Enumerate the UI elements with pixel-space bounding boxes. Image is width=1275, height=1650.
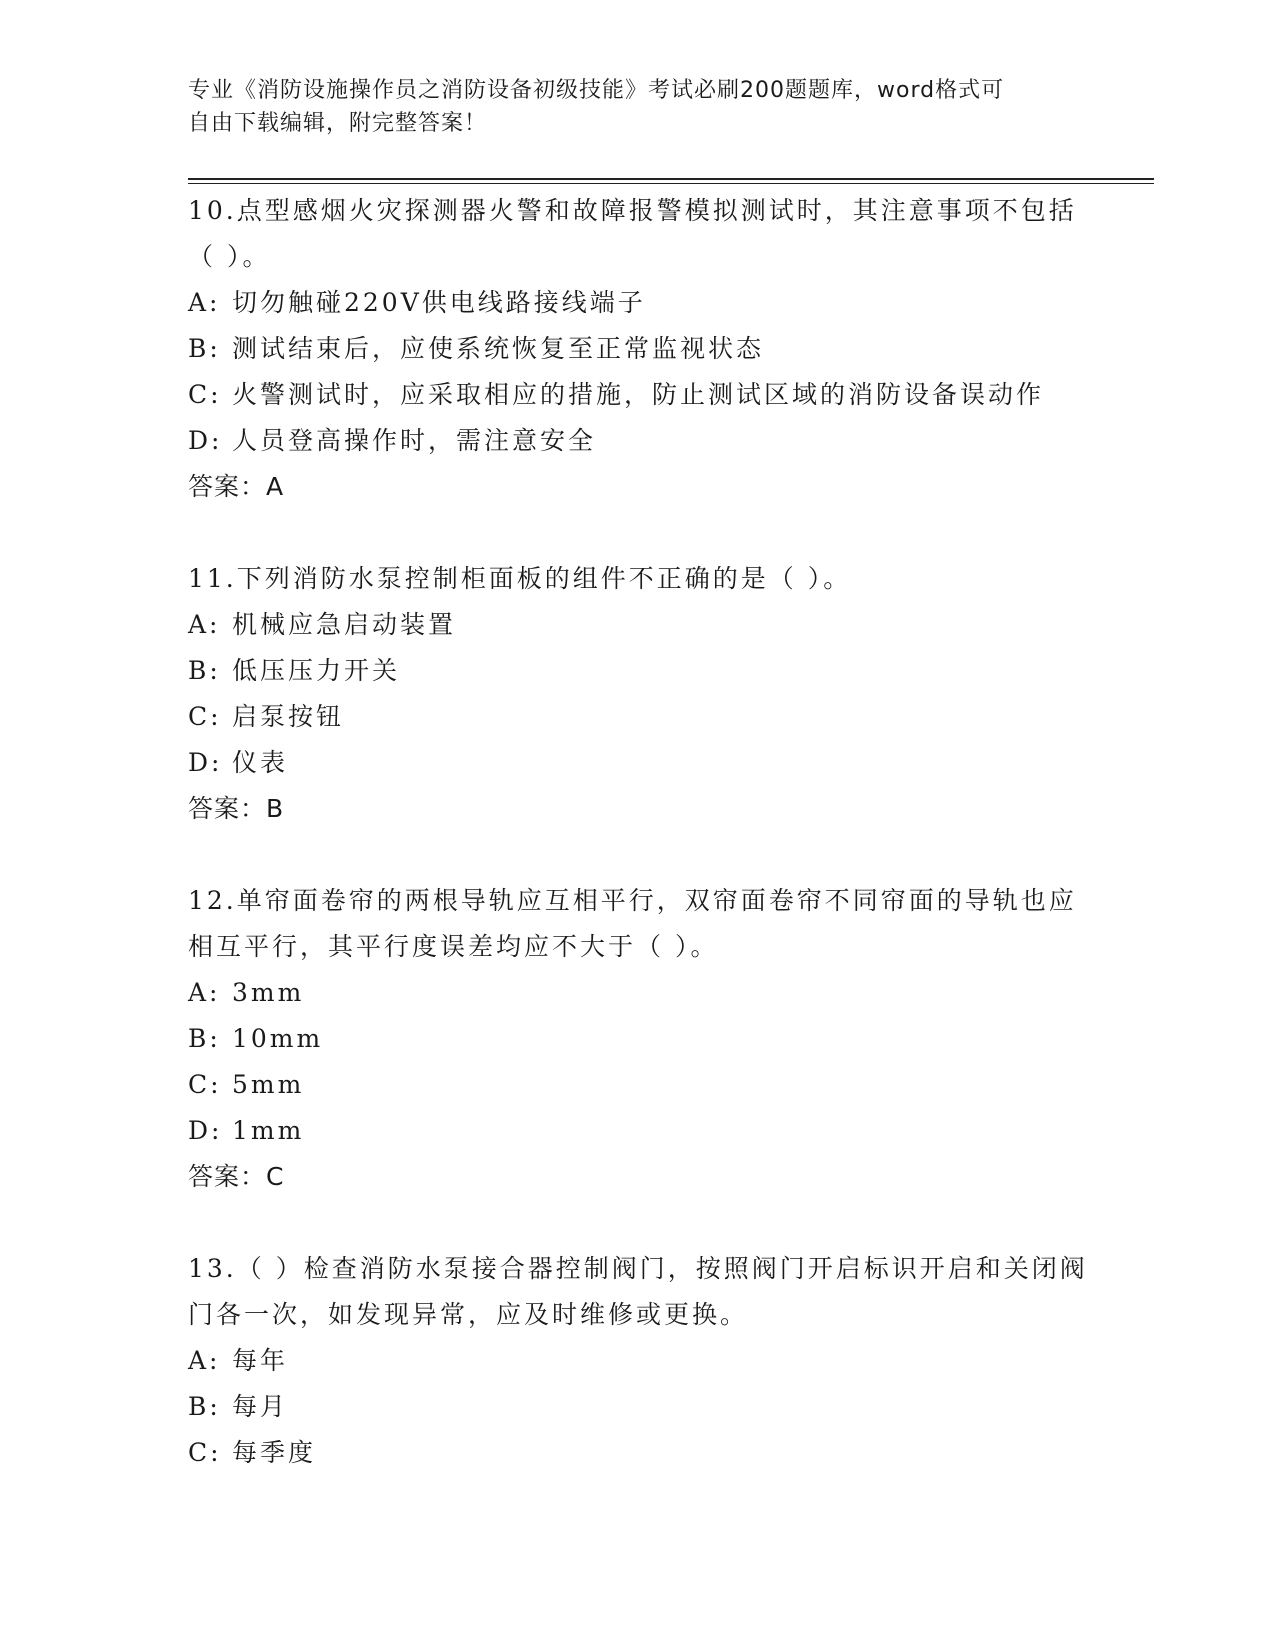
answer-option: [188, 694, 1088, 740]
option-text: 每年: [232, 1346, 289, 1375]
question-item: [188, 1246, 1088, 1476]
header-line-1: 专业《消防设施操作员之消防设备初级技能》考试必刷200题题库，word格式可: [188, 78, 1005, 103]
option-letter: C:: [188, 380, 222, 409]
answer-option: [188, 648, 1088, 694]
option-text: 10mm: [232, 1024, 324, 1053]
option-letter: A:: [188, 610, 221, 639]
option-text: 低压压力开关: [232, 656, 401, 685]
option-text: 5mm: [232, 1070, 305, 1099]
option-letter: B:: [188, 1392, 221, 1421]
question-stem: 10.点型感烟火灾探测器火警和故障报警模拟测试时，其注意事项不包括（ ）。: [188, 196, 1077, 271]
option-text: 每季度: [232, 1438, 317, 1467]
option-text: 人员登高操作时，需注意安全: [232, 426, 597, 455]
answer-option: [188, 280, 1088, 326]
answer-option: [188, 1108, 1088, 1154]
option-letter: A:: [188, 288, 221, 317]
option-text: 仪表: [232, 748, 289, 777]
option-text: 火警测试时，应采取相应的措施，防止测试区域的消防设备误动作: [232, 380, 1045, 409]
answer-option: [188, 372, 1088, 418]
option-letter: C:: [188, 1438, 222, 1467]
option-letter: D:: [188, 426, 223, 455]
question-item: [188, 878, 1088, 1200]
option-letter: C:: [188, 1070, 222, 1099]
answer-option: [188, 1016, 1088, 1062]
question-stem: 11.下列消防水泵控制柜面板的组件不正确的是（ ）。: [188, 564, 852, 593]
option-text: 机械应急启动装置: [232, 610, 457, 639]
answer-option: [188, 1062, 1088, 1108]
option-text: 测试结束后，应使系统恢复至正常监视状态: [232, 334, 765, 363]
option-letter: D:: [188, 748, 223, 777]
document-header: [188, 74, 1068, 140]
answer-option: [188, 602, 1088, 648]
option-text: 每月: [232, 1392, 289, 1421]
header-divider-thick: [188, 178, 1154, 180]
answer-option: [188, 1384, 1088, 1430]
question-item: [188, 556, 1088, 832]
option-letter: B:: [188, 656, 221, 685]
answer-key: 答案：B: [188, 794, 285, 823]
option-letter: B:: [188, 334, 221, 363]
answer-key: 答案：C: [188, 1162, 285, 1191]
answer-option: [188, 970, 1088, 1016]
answer-option: [188, 1338, 1088, 1384]
option-text: 3mm: [232, 978, 305, 1007]
header-divider-thin: [188, 183, 1154, 184]
header-line-2: 自由下载编辑，附完整答案！: [188, 111, 488, 136]
option-letter: D:: [188, 1116, 223, 1145]
answer-key: 答案：A: [188, 472, 285, 501]
answer-option: [188, 326, 1088, 372]
question-stem: 13.（ ）检查消防水泵接合器控制阀门，按照阀门开启标识开启和关闭阀门各一次，如发现异常，应及时维修或更换。: [188, 1254, 1088, 1329]
question-list: [188, 188, 1088, 1522]
question-item: [188, 188, 1088, 510]
question-stem: 12.单帘面卷帘的两根导轨应互相平行，双帘面卷帘不同帘面的导轨也应相互平行，其平行度误差均应不大于（ ）。: [188, 886, 1077, 961]
option-letter: A:: [188, 1346, 221, 1375]
option-text: 启泵按钮: [232, 702, 345, 731]
answer-option: [188, 418, 1088, 464]
answer-option: [188, 740, 1088, 786]
option-letter: C:: [188, 702, 222, 731]
option-text: 1mm: [232, 1116, 305, 1145]
option-letter: A:: [188, 978, 221, 1007]
option-text: 切勿触碰220V供电线路接线端子: [232, 288, 646, 317]
answer-option: [188, 1430, 1088, 1476]
option-letter: B:: [188, 1024, 221, 1053]
